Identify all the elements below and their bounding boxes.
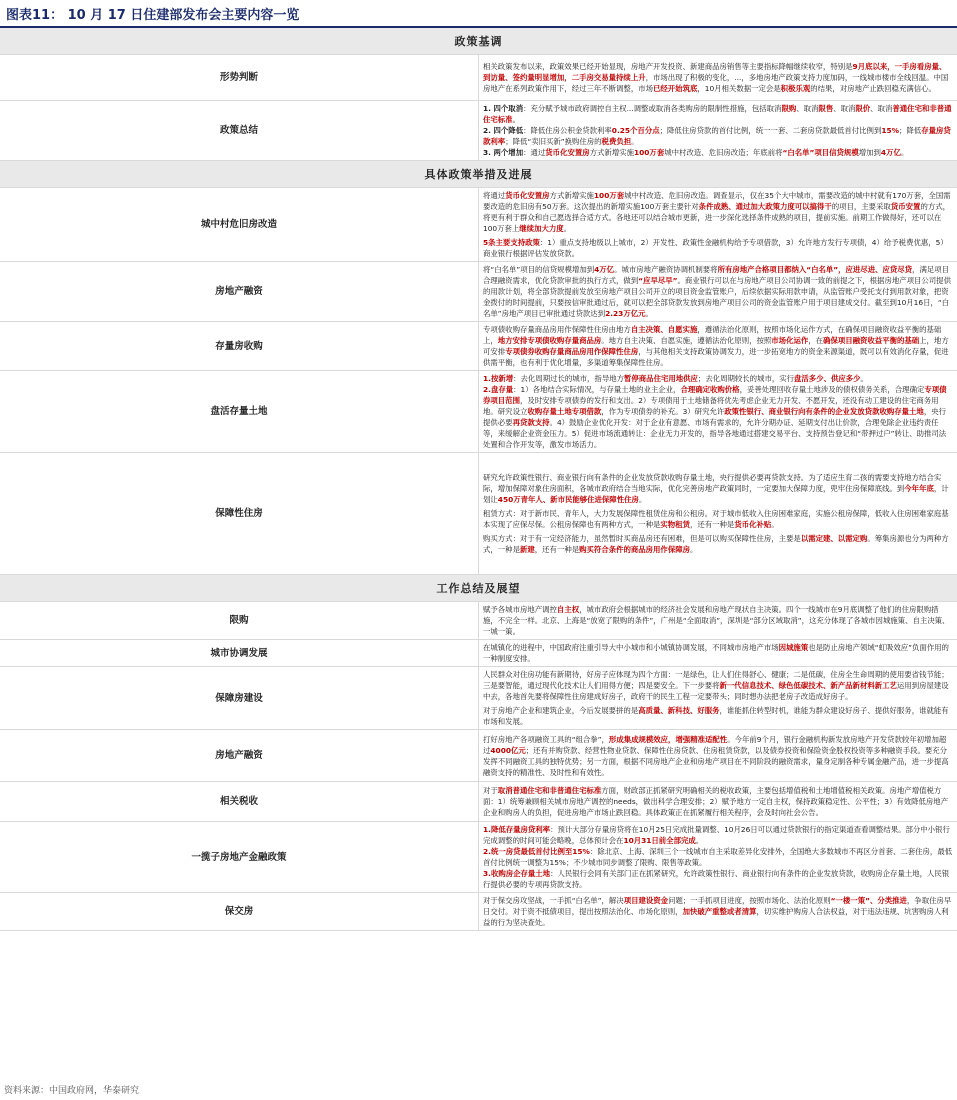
- body-text: 。: [695, 836, 704, 845]
- body-text: 相关政策发布以来，政策效果已经开始显现，房地产开发投资、新建商品房销售等主要指标降幅继续收窄，特别是: [483, 62, 853, 71]
- body-text: 的方式，将更有利于群众和自己愿选择合适方式。各地还可以结合城市更新，进一步深化选择条件成熟的项目，提前实施。前期工作做得好，还可以在100万套上: [483, 202, 951, 233]
- body-text: 方面，财政部正抓紧研究明确相关的税收政策，主要包括增值税和土地增值税相关政策。房地产增值税方面：1）统筹兼顾相关城市房地产调控的needs，做出科学合理安排；2）赋予地方一定自主权，保持政策稳定性、公平性；3）有效降低房地产企业和购房人的负担，促进房地产市场止跌回稳。具体政策正在抓紧履行相关程序，会及时向社会公告。: [483, 786, 949, 817]
- body-text: 的项目，主要采取: [831, 202, 891, 211]
- body-text: ，争取住房早日交付。对于资不抵债项目，提出按照法治化、市场化原则，: [483, 896, 952, 916]
- body-text: 也是防止房地产领域“虹吸效应”负面作用的一种制度安排。: [483, 643, 949, 663]
- policy-row: [0, 371, 957, 453]
- policy-row: [0, 602, 957, 640]
- section-header: [0, 161, 957, 188]
- body-text: 。地方自主决策、自愿实施，遵循法治化原则，按照: [601, 336, 772, 345]
- body-text: 购买方式：对于有一定经济能力，虽然暂时买商品房还有困难，但是可以购买保障性住房，主要是: [483, 534, 801, 543]
- policy-row: [0, 322, 957, 371]
- highlight-text: 因城施策: [778, 643, 809, 652]
- row-label: 保障房建设: [0, 667, 479, 730]
- highlight-text: 货币化补贴: [734, 520, 772, 529]
- section-header: [0, 28, 957, 55]
- body-text: 方式新增实施: [589, 148, 634, 157]
- body-text: 。商业银行可以在与房地产项目公司协调一致的前提之下，根据房地产项目公司提供的用款计划，将全部贷款提前发放至房地产项目公司开立的项目资金监管账户，后续依据实际用款申请，从监管账户受托支付到用款对象，把资金拨付的时间提前，只要按信审批通过后，就可以把全部贷款发放到房地产项目公司的资金监管账户用于项目建成交付。截至到10月16日，“白名单”房地产项目已审批通过贷款达到: [483, 276, 951, 318]
- content-paragraph: [483, 237, 953, 259]
- highlight-text: 100万套: [593, 191, 625, 200]
- highlight-text: 今年年底: [904, 484, 934, 493]
- highlight-text: 限价: [855, 104, 871, 113]
- highlight-text: 购买符合条件的商品房用作保障房: [579, 545, 690, 554]
- row-label: 保交房: [0, 893, 479, 931]
- body-text: 。筹集房源也分为两种方式，一种是: [483, 534, 949, 554]
- content-paragraph: [483, 824, 953, 846]
- highlight-text: 盘活多少、供应多少: [794, 374, 861, 383]
- highlight-text: 新建: [519, 545, 535, 554]
- policy-row: [0, 453, 957, 575]
- body-text: 将通过: [483, 191, 506, 200]
- highlight-text: 2.统一房贷最低首付比例至15%: [483, 847, 590, 856]
- body-text: 对于房地产企业和建筑企业，今后发展要拼的是: [483, 706, 639, 715]
- content-paragraph: [483, 373, 953, 384]
- body-text: 。: [690, 545, 698, 554]
- source-note: 资料来源：中国政府网，华泰研究: [4, 1086, 140, 1096]
- content-paragraph: [483, 508, 953, 530]
- content-paragraph: [483, 705, 953, 727]
- highlight-text: “一楼一策”、分类推进: [830, 896, 907, 905]
- row-content: [479, 188, 957, 262]
- highlight-text: 货币安置: [890, 202, 921, 211]
- highlight-text: 新一代信息技术、绿色低碳技术、新产品新材料新工艺: [719, 681, 897, 690]
- highlight-text: 100万套: [634, 148, 665, 157]
- highlight-text: 9月底以来，一手房看房量、到访量、签约量明显增加，二手房交易量持续上升: [483, 62, 947, 82]
- highlight-text: 货币化安置房: [545, 148, 590, 157]
- body-text: 方式新增实施: [549, 191, 594, 200]
- body-text: ，城市政府会根据城市的经济社会发展和房地产现状自主决策。四个一线城市在9月底调整了他们的住房限购措施，不完全一样。北京、上海是“放宽了限购的条件”，广州是“全面取消”，深圳是“部分区域取消”，这充分体现了各城市因城施策、自主决策、一城一策。: [483, 605, 950, 636]
- content-paragraph: [483, 642, 953, 664]
- highlight-text: 4万亿: [880, 148, 901, 157]
- highlight-text: 以需定建、以需定购: [800, 534, 868, 543]
- body-text: 。城市房地产融资协调机制要将: [614, 265, 718, 274]
- highlight-text: 实物租赁: [660, 520, 690, 529]
- highlight-text: “应早尽早”: [638, 276, 678, 285]
- row-content: [479, 667, 957, 730]
- body-text: 。: [563, 224, 572, 233]
- row-content: [479, 101, 957, 161]
- body-text: ，10月相关数据一定会是: [697, 84, 781, 93]
- body-text: 专项债收购存量商品房用作保障性住房由地方: [483, 325, 631, 334]
- content-paragraph: [483, 61, 953, 94]
- highlight-text: 1.降低存量房贷利率: [483, 825, 551, 834]
- section-header: [0, 575, 957, 602]
- body-text: ：除北京、上海、深圳三个一线城市自主采取差异化安排外，全国绝大多数城市不再区分首套、二套住房，最低首付比例统一调整为15%；不少城市同步调整了限购、限售等政策。: [483, 847, 953, 867]
- policy-row: [0, 262, 957, 322]
- policy-row: [0, 730, 957, 782]
- body-text: 城中村改造、危旧房改造。调查显示，仅在35个大中城市，需要改造的城中村就有170万套，全国需要改造的危旧房有50万套。这次提出的新增实施100万套主要针对: [483, 191, 951, 211]
- body-text: ：预计大部分存量房贷将在10月25日完成批量调整、10月26日可以通过贷款银行的指定渠道查看调整结果。部分中小银行完成调整的时间可能会略晚，总体预计会在: [483, 825, 950, 845]
- bold-text: 3. 两个增加: [483, 148, 524, 157]
- highlight-text: 1.按新增: [483, 374, 514, 383]
- highlight-text: 取消普通住宅和非普通住宅标准: [497, 786, 602, 795]
- policy-row: [0, 893, 957, 931]
- body-text: ，计划让: [483, 484, 949, 504]
- bold-text: 1. 四个取消: [483, 104, 524, 113]
- content-paragraph: [483, 604, 953, 637]
- body-text: ，遵循法治化原则，按照市场化运作方式，在确保项目融资收益平衡的基础上，: [483, 325, 942, 345]
- policy-row: [0, 667, 957, 730]
- highlight-text: 政策性银行、商业银行向有条件的企业发放贷款收购存量土地: [724, 407, 924, 416]
- body-text: 、取消: [870, 104, 893, 113]
- body-text: 运用到房屋建设中去，各地首先要将保障性住房建成好房子，政府干的民生工程一定要带头；同时想办法把老房子改造成好房子。: [483, 681, 949, 701]
- body-text: 。4）鼓励企业优化开发：对于企业有意愿、市场有需求的，允许分期办证、延期支付出让价款，合理免除企业违约责任等，来缓解企业资金压力。5）促进市场流通转让：企业无力开发的，指导各地通过搭建交易平台、支持预告登记和“带押过户”转让、助推司法处置和合作开发等，激发市场活力。: [483, 418, 947, 449]
- body-text: 。: [512, 115, 520, 124]
- content-paragraph: [483, 734, 953, 778]
- body-text: ，还有一种是: [689, 520, 735, 529]
- section-title: 工作总结及展望: [0, 575, 957, 602]
- body-text: ，还有一种是: [534, 545, 580, 554]
- body-text: ，满足项目合理融资需求，优化贷款审批的执行方式，做到: [483, 265, 950, 285]
- section-title: 政策基调: [0, 28, 957, 55]
- highlight-text: 5条主要支持政策: [483, 238, 540, 247]
- highlight-text: 市场化运作: [771, 336, 809, 345]
- row-content: [479, 371, 957, 453]
- body-text: 在城镇化的进程中，中国政府注重引导大中小城市和小城镇协调发展，不同城市房地产市场: [483, 643, 779, 652]
- body-text: ；去化周期较长的城市，实行: [697, 374, 795, 383]
- body-text: ，切实维护购房人合法权益，对于违法违规、坑害购房人利益的行为坚决查处。: [483, 907, 949, 927]
- row-content: [479, 602, 957, 640]
- highlight-text: 暂停商品住宅用地供应: [624, 374, 698, 383]
- highlight-text: 限购: [781, 104, 797, 113]
- body-text: ，在: [808, 336, 824, 345]
- body-text: 上，地方可安排: [483, 336, 949, 356]
- body-text: 、取消: [833, 104, 856, 113]
- row-content: [479, 55, 957, 101]
- row-content: [479, 782, 957, 822]
- content-paragraph: [483, 264, 953, 319]
- row-label: 相关税收: [0, 782, 479, 822]
- body-text: 。: [645, 309, 653, 318]
- content-paragraph: [483, 384, 953, 450]
- row-label: 保障性住房: [0, 453, 479, 575]
- highlight-text: 加快破产重整或者清算: [682, 907, 757, 916]
- body-text: ；降低“卖旧买新”换购住房的: [505, 137, 602, 146]
- highlight-text: 税费负担: [601, 137, 632, 146]
- highlight-text: 专项债券收购存量商品房用作保障性住房: [505, 347, 639, 356]
- body-text: 。: [900, 148, 909, 157]
- body-text: 、取消: [796, 104, 819, 113]
- body-text: 。: [860, 374, 868, 383]
- highlight-text: 地方安排专项债收购存量商品房: [497, 336, 602, 345]
- row-label: 一揽子房地产金融政策: [0, 822, 479, 893]
- section-title: 具体政策举措及进展: [0, 161, 957, 188]
- body-text: ，市场出现了积极的变化，...，多地房地产政策支持力度加码，一线城市楼市全线回温。中国房地产在系列政策作用下，经过三年不断调整，市场: [483, 73, 949, 93]
- row-label: 限购: [0, 602, 479, 640]
- content-paragraph: [483, 190, 953, 234]
- row-content: [479, 640, 957, 667]
- body-text: ：降低住房公积金贷款利率: [523, 126, 612, 135]
- body-text: 研究允许政策性银行、商业银行向有条件的企业发放贷款收购存量土地，央行提供必要再贷款支持。为了适应生育二孩的需要支持地方结合实际，增加保障对象住房面积，各城市政府结合当地实际，优化完善房地产政策同时，一定要加大保障力度，兜牢住房保障底线。到: [483, 473, 942, 493]
- body-text: 打好房地产各项融资工具的“组合拳”，: [483, 734, 609, 744]
- body-text: 的结果，对房地产止跌回稳充满信心。: [810, 84, 936, 93]
- body-text: ，妥善处理回收存量土地涉及的债权债务关系，合理确定: [739, 385, 925, 394]
- bold-text: 2. 四个降低: [483, 126, 524, 135]
- body-text: 问题；一手抓项目进度，按照市场化、法治化原则: [668, 896, 831, 905]
- highlight-text: 项目建设资金: [623, 896, 669, 905]
- body-text: ，及时安排专项债券的发行和支出。2）专项债用于土地储备将优先考虑企业无力开发、不愿开发，还没有动工建设的住宅商务用地。研究设立: [483, 396, 939, 416]
- highlight-text: 15%: [881, 126, 900, 135]
- content-paragraph: [483, 324, 953, 368]
- policy-row: [0, 55, 957, 101]
- body-text: 。: [638, 495, 647, 504]
- policy-table-body: [0, 28, 957, 931]
- content-paragraph: [483, 147, 953, 158]
- highlight-text: 4万亿: [594, 265, 615, 274]
- highlight-text: 限售: [818, 104, 834, 113]
- highlight-text: 条件成熟、通过加大政策力度可以搞得干: [698, 202, 832, 211]
- body-text: 对于保交房攻坚战，一手抓“白名单”，解决: [483, 896, 624, 905]
- body-text: ；降低住房贷款的首付比例，统一一套、二套房贷款最低首付比例到: [659, 126, 882, 135]
- body-text: ；降低: [899, 126, 922, 135]
- body-text: 。今年前9个月，银行金融机构新发放房地产开发贷款较年初增加超过: [483, 734, 947, 755]
- row-label: 房地产融资: [0, 262, 479, 322]
- highlight-text: 2.盘存量: [483, 385, 514, 394]
- row-label: 政策总结: [0, 101, 479, 161]
- policy-table: [0, 28, 957, 931]
- body-text: ：1）各地结合实际情况，与存量土地的业主企业，: [513, 385, 681, 394]
- content-paragraph: [483, 472, 953, 505]
- highlight-text: 积极乐观: [780, 84, 811, 93]
- body-text: 租赁方式：对于新市民、青年人，大力发展保障性租赁住房和公租房。对于城市低收入住房困难家庭，实施公租房保障，低收入住房困难家庭基本实现了应保尽保。公租房保障也有两种方式，一种是: [483, 509, 949, 529]
- highlight-text: 450万青年人、新市民能够住进保障性住房: [497, 495, 639, 504]
- policy-row: [0, 101, 957, 161]
- body-text: 将“白名单”项目的信贷规模增加到: [483, 265, 595, 274]
- row-label: 存量房收购: [0, 322, 479, 371]
- content-paragraph: [483, 785, 953, 818]
- policy-row: [0, 822, 957, 893]
- row-content: [479, 893, 957, 931]
- highlight-text: 形成集成规模效应，增强精准适配性: [608, 734, 728, 744]
- highlight-text: 存量房贷款利率: [483, 126, 951, 146]
- body-text: 。: [631, 137, 639, 146]
- body-text: ：充分赋予城市政府调控自主权...调整或取消各类购房的限制性措施，包括取消: [523, 104, 782, 113]
- policy-row: [0, 640, 957, 667]
- body-text: ：人民银行会同有关部门正在抓紧研究，允许政策性银行、商业银行向有条件的企业发放贷款，收购房企存量土地，人民银行提供必要的专项再贷款支持。: [483, 869, 950, 889]
- highlight-text: 已经开始筑底: [653, 84, 698, 93]
- body-text: ：通过: [523, 148, 546, 157]
- content-paragraph: [483, 846, 953, 868]
- figure-title: 图表11： 10 月 17 日住建部发布会主要内容一览: [0, 0, 957, 28]
- content-paragraph: [483, 533, 953, 555]
- highlight-text: 高质量、新科技、好服务: [638, 706, 720, 715]
- highlight-text: 10月31日前全部完成: [623, 836, 696, 845]
- body-text: ，作为专项债券的补充。3）研究允许: [601, 407, 725, 416]
- row-content: [479, 730, 957, 782]
- body-text: 人民群众对住房功能有新期待，好房子应体现为四个方面：一是绿色，让人们住得舒心、健康；二是低碳，住房全生命周期的使用要省钱节能；三是要智能，通过现代化技术让人们用得方便；四是要安全。下一步要将: [483, 670, 949, 690]
- row-label: 城中村危旧房改造: [0, 188, 479, 262]
- body-text: ，谁能抓住转型时机，谁能为群众建设好房子、提供好服务，谁就能有市场和发展。: [483, 706, 949, 726]
- content-paragraph: [483, 103, 953, 125]
- body-text: ；还有并购贷款、经营性物业贷款、保障性住房贷款、住房租赁贷款，以及债券投资和保险资金股权投资等多种融资手段。要充分发挥不同融资工具的独特优势；另一方面，根据不同房地产企业和房地产项目在不同阶段的融资需求，量身定制各种专属金融产品，进一步提高融资支持的精准性、及时性和有效性。: [483, 745, 949, 777]
- highlight-text: 确保项目融资收益平衡的基础: [823, 336, 920, 345]
- highlight-text: 2.23万亿元: [605, 309, 646, 318]
- row-label: 房地产融资: [0, 730, 479, 782]
- row-label: 城市协调发展: [0, 640, 479, 667]
- body-text: ：1）重点支持地级以上城市，2）开发性、政策性金融机构给予专项借款，3）允许地方发行专项债，4）给予税费优惠，5）商业银行根据评估发放贷款。: [483, 238, 948, 258]
- row-content: [479, 322, 957, 371]
- highlight-text: 普通住宅和非普通住宅标准: [483, 104, 952, 124]
- highlight-text: 自主权: [556, 605, 580, 614]
- body-text: 城中村改造、危旧房改造；年底前将: [664, 148, 783, 157]
- highlight-text: 再贷款支持: [512, 418, 550, 427]
- row-content: [479, 262, 957, 322]
- content-paragraph: [483, 868, 953, 890]
- highlight-text: 收购存量土地专项借款: [527, 407, 602, 416]
- body-text: 对于: [483, 786, 498, 795]
- body-text: ：去化周期过长的城市，指导地方: [513, 374, 624, 383]
- highlight-text: 合理确定收购价格: [680, 385, 740, 394]
- content-paragraph: [483, 125, 953, 147]
- policy-row: [0, 782, 957, 822]
- highlight-text: 0.25个百分点: [611, 126, 660, 135]
- row-content: [479, 822, 957, 893]
- highlight-text: 专项债券项目范围: [483, 385, 947, 405]
- content-paragraph: [483, 895, 953, 928]
- highlight-text: “白名单”项目信贷规模: [782, 148, 859, 157]
- body-text: ，与其他相关支持政策协调发力，进一步拓宽地方的资金来源渠道，既可以有效消化存量，促进供需平衡，也有利于优化增量，多渠道筹集保障性住房。: [483, 347, 949, 367]
- body-text: 增加到: [858, 148, 881, 157]
- highlight-text: 自主决策、自愿实施: [630, 325, 698, 334]
- row-label: 盘活存量土地: [0, 371, 479, 453]
- highlight-text: 货币化安置房: [505, 191, 550, 200]
- highlight-text: 4000亿元: [490, 745, 526, 755]
- content-paragraph: [483, 669, 953, 702]
- body-text: ，央行提供必要: [483, 407, 946, 427]
- highlight-text: 3.收购房企存量土地: [483, 869, 551, 878]
- policy-row: [0, 188, 957, 262]
- highlight-text: 所有房地产合格项目都纳入“白名单”，应进尽进、应贷尽贷: [717, 265, 913, 274]
- body-text: 赋予各城市房地产调控: [483, 605, 557, 614]
- row-content: [479, 453, 957, 575]
- highlight-text: 继续加大力度: [519, 224, 564, 233]
- body-text: 。: [771, 520, 779, 529]
- row-label: 形势判断: [0, 55, 479, 101]
